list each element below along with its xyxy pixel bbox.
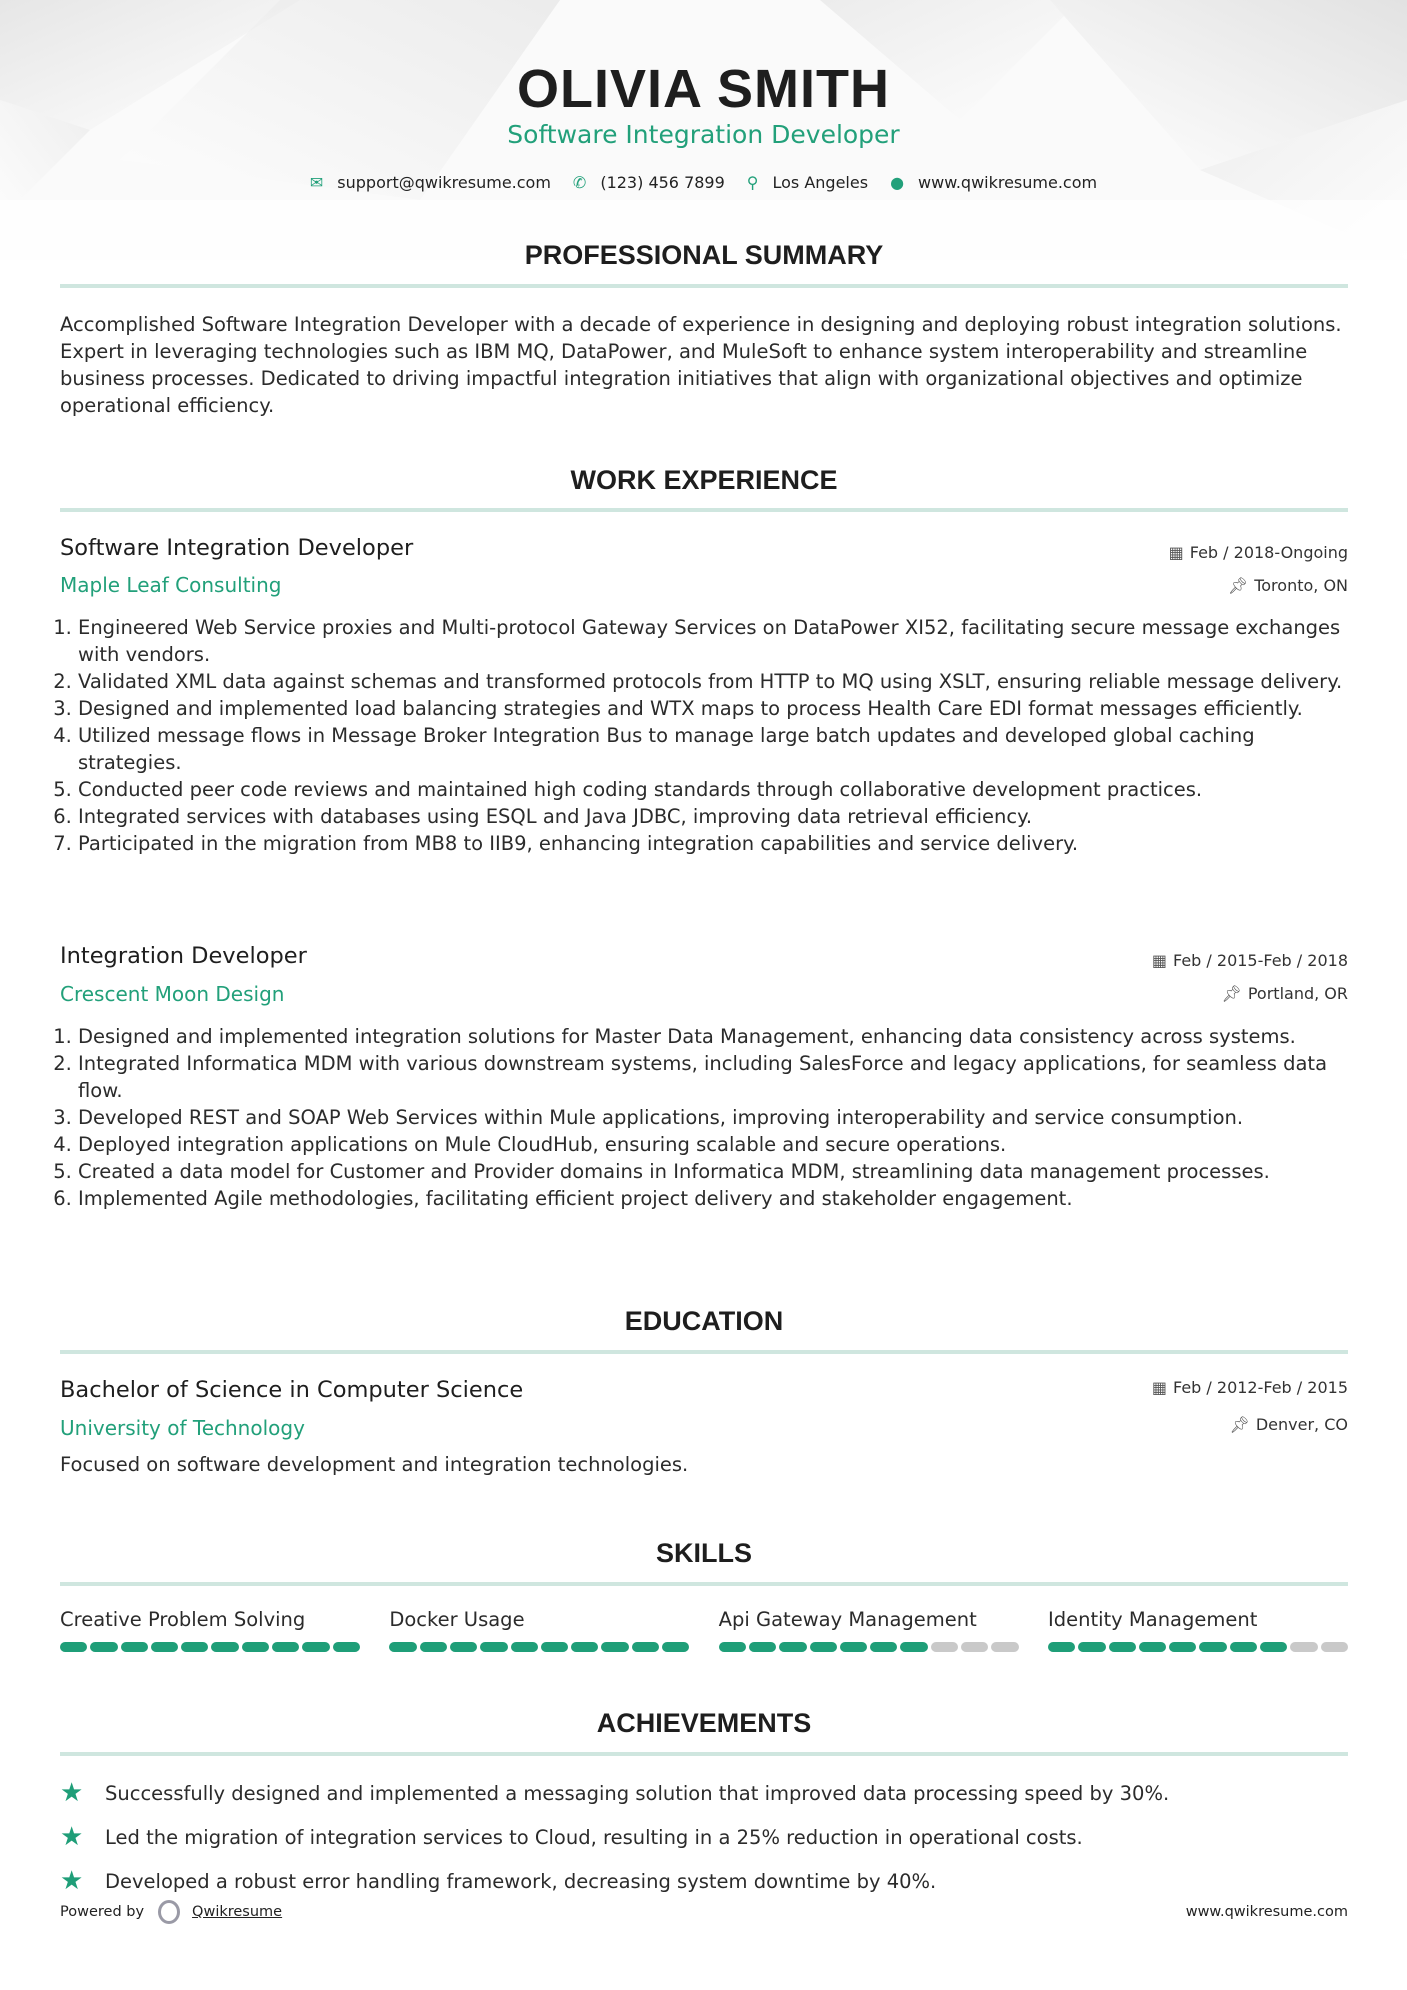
skill-level-dot: [541, 1642, 568, 1652]
list-item: 5. Created a data model for Customer and Provider domains in Informatica MDM, streamlining data management processes.: [78, 1158, 1350, 1185]
phone-icon: ✆: [572, 173, 587, 192]
achievement-text: Developed a robust error handling framework, decreasing system downtime by 40%.: [105, 1869, 937, 1893]
skill-level-dot: [302, 1642, 329, 1652]
candidate-name: OLIVIA SMITH: [517, 59, 890, 119]
job-title: Software Integration Developer: [60, 535, 414, 561]
skill-level-dot: [1199, 1642, 1226, 1652]
map-marker-icon: ⚲: [746, 173, 759, 192]
list-item: 1. Engineered Web Service proxies and Multi-protocol Gateway Services on DataPower XI52, facilitating secure message exchanges with vendors.: [78, 614, 1350, 668]
contact-location: Los Angeles: [772, 173, 869, 192]
skill-level-dot: [1169, 1642, 1196, 1652]
skill-level-dot: [900, 1642, 927, 1652]
skill-level-dot: [151, 1642, 178, 1652]
contact-website[interactable]: www.qwikresume.com: [918, 173, 1098, 192]
skill-level-dot: [1230, 1642, 1257, 1652]
contact-email[interactable]: support@qwikresume.com: [337, 173, 551, 192]
skill-item: [389, 1608, 689, 1652]
skill-level-dot: [1290, 1642, 1317, 1652]
education-location-text: Denver, CO: [1255, 1415, 1348, 1434]
skill-level-dot: [1078, 1642, 1105, 1652]
degree-title: Bachelor of Science in Computer Science: [60, 1377, 524, 1403]
achievement-item: [60, 1778, 1350, 1808]
section-divider: [60, 508, 1348, 512]
skill-level-dot: [1048, 1642, 1075, 1652]
job-date-text: Feb / 2015-Feb / 2018: [1173, 951, 1348, 970]
skill-level-bar: [719, 1642, 1019, 1652]
job-bullets: [60, 1023, 1350, 1212]
job-location: [1222, 984, 1348, 1003]
list-item: 4. Utilized message flows in Message Broker Integration Bus to manage large batch updates and developed global caching strategies.: [78, 722, 1350, 776]
skill-level-dot: [601, 1642, 628, 1652]
skills-list: [60, 1608, 1348, 1652]
skill-level-dot: [571, 1642, 598, 1652]
skill-level-dot: [121, 1642, 148, 1652]
list-item: 2. Integrated Informatica MDM with various downstream systems, including SalesForce and legacy applications, for seamless data flow.: [78, 1050, 1350, 1104]
skill-level-dot: [211, 1642, 238, 1652]
skill-level-dot: [1109, 1642, 1136, 1652]
star-icon: ★: [60, 1822, 84, 1852]
summary-heading: PROFESSIONAL SUMMARY: [524, 240, 884, 270]
job-location: [1228, 576, 1348, 595]
education-date: [1152, 1378, 1348, 1397]
skill-level-dot: [810, 1642, 837, 1652]
skill-level-dot: [511, 1642, 538, 1652]
job-company: Maple Leaf Consulting: [60, 573, 282, 597]
powered-by-label: Powered by: [60, 1904, 145, 1920]
calendar-icon: ▦: [1168, 543, 1184, 562]
star-icon: ★: [60, 1866, 84, 1896]
contact-bar: [0, 173, 1407, 192]
list-item: 6. Implemented Agile methodologies, facilitating efficient project delivery and stakeholder engagement.: [78, 1185, 1350, 1212]
skill-level-dot: [420, 1642, 447, 1652]
skill-item: [60, 1608, 360, 1652]
star-icon: ★: [60, 1778, 84, 1808]
list-item: 6. Integrated services with databases using ESQL and Java JDBC, improving data retrieval efficiency.: [78, 803, 1350, 830]
skill-level-dot: [961, 1642, 988, 1652]
skill-name: Api Gateway Management: [718, 1608, 977, 1631]
skill-level-dot: [632, 1642, 659, 1652]
calendar-icon: ▦: [1151, 1378, 1167, 1397]
footer-website[interactable]: www.qwikresume.com: [1185, 1904, 1348, 1920]
list-item: 5. Conducted peer code reviews and maintained high coding standards through collaborative development practices.: [78, 776, 1350, 803]
skill-name: Identity Management: [1047, 1608, 1258, 1631]
job-location-text: Toronto, ON: [1254, 576, 1348, 595]
pin-icon: 📌︎: [1227, 576, 1249, 595]
experience-heading: WORK EXPERIENCE: [570, 465, 838, 495]
skill-level-dot: [272, 1642, 299, 1652]
list-item: 7. Participated in the migration from MB8 to IIB9, enhancing integration capabilities and service delivery.: [78, 830, 1350, 857]
skill-name: Docker Usage: [389, 1608, 525, 1631]
skill-level-dot: [1260, 1642, 1287, 1652]
skill-level-dot: [719, 1642, 746, 1652]
section-divider: [60, 1350, 1348, 1354]
pin-icon: 📌︎: [1221, 984, 1242, 1003]
skill-level-dot: [480, 1642, 507, 1652]
job-date: [1169, 543, 1348, 562]
skill-item: [1048, 1608, 1348, 1652]
job-date: [1152, 951, 1348, 970]
skills-heading: SKILLS: [655, 1538, 752, 1568]
education-location: [1230, 1415, 1348, 1434]
skill-level-dot: [181, 1642, 208, 1652]
qwikresume-logo-icon: [158, 1900, 180, 1924]
skill-level-dot: [779, 1642, 806, 1652]
pin-icon: 📌︎: [1229, 1415, 1250, 1434]
skill-level-dot: [991, 1642, 1018, 1652]
skill-level-dot: [450, 1642, 477, 1652]
education-heading: EDUCATION: [624, 1306, 784, 1336]
job-date-text: Feb / 2018-Ongoing: [1189, 543, 1348, 562]
footer: [60, 1900, 1348, 1924]
skill-level-dot: [840, 1642, 867, 1652]
skill-item: [719, 1608, 1019, 1652]
skill-level-bar: [60, 1642, 360, 1652]
powered-by: [60, 1900, 282, 1924]
section-divider: [60, 1752, 1348, 1756]
list-item: 2. Validated XML data against schemas and transformed protocols from HTTP to MQ using XSLT, ensuring reliable message delivery.: [78, 668, 1350, 695]
section-divider: [60, 1582, 1348, 1586]
achievement-item: [60, 1822, 1350, 1852]
skill-level-dot: [749, 1642, 776, 1652]
list-item: 3. Designed and implemented load balancing strategies and WTX maps to process Health Care EDI format messages efficiently.: [78, 695, 1350, 722]
contact-phone[interactable]: (123) 456 7899: [600, 173, 725, 192]
job-company: Crescent Moon Design: [60, 982, 285, 1006]
skill-level-dot: [242, 1642, 269, 1652]
skill-name: Creative Problem Solving: [60, 1608, 306, 1631]
skill-level-dot: [1139, 1642, 1166, 1652]
job-title: Integration Developer: [60, 943, 307, 969]
education-date-text: Feb / 2012-Feb / 2015: [1173, 1378, 1348, 1397]
list-item: 1. Designed and implemented integration solutions for Master Data Management, enhancing data consistency across systems.: [78, 1023, 1350, 1050]
qwikresume-link[interactable]: Qwikresume: [192, 1904, 283, 1920]
globe-icon: ●: [890, 173, 905, 192]
list-item: 4. Deployed integration applications on Mule CloudHub, ensuring scalable and secure operations.: [78, 1131, 1350, 1158]
achievement-text: Led the migration of integration services to Cloud, resulting in a 25% reduction in operational costs.: [105, 1825, 1083, 1849]
summary-text: Accomplished Software Integration Developer with a decade of experience in designing and deploying robust integration solutions. Expert in leveraging technologies such as IBM MQ, DataPower, and MuleSoft to enhance system interoperability and streamline business processes. Dedicated to driving impactful integration initiatives that align with organizational objectives and optimize operational efficiency.: [60, 313, 1342, 417]
skill-level-dot: [60, 1642, 87, 1652]
achievement-item: [60, 1866, 1350, 1896]
skill-level-dot: [662, 1642, 689, 1652]
list-item: 3. Developed REST and SOAP Web Services within Mule applications, improving interoperability and service consumption.: [78, 1104, 1350, 1131]
skill-level-bar: [389, 1642, 689, 1652]
skill-level-bar: [1048, 1642, 1348, 1652]
achievements-heading: ACHIEVEMENTS: [596, 1708, 812, 1738]
job-location-text: Portland, OR: [1247, 984, 1348, 1003]
skill-level-dot: [931, 1642, 958, 1652]
school-name: University of Technology: [60, 1416, 305, 1440]
candidate-title: Software Integration Developer: [507, 120, 900, 149]
skill-level-dot: [389, 1642, 416, 1652]
skill-level-dot: [1321, 1642, 1348, 1652]
skill-level-dot: [333, 1642, 360, 1652]
skill-level-dot: [870, 1642, 897, 1652]
section-divider: [60, 284, 1348, 288]
achievement-text: Successfully designed and implemented a messaging solution that improved data processing speed by 30%.: [105, 1781, 1170, 1805]
education-description: Focused on software development and integration technologies.: [60, 1453, 689, 1476]
envelope-icon: ✉: [309, 173, 324, 192]
job-bullets: [60, 614, 1350, 857]
calendar-icon: ▦: [1151, 951, 1167, 970]
skill-level-dot: [90, 1642, 117, 1652]
